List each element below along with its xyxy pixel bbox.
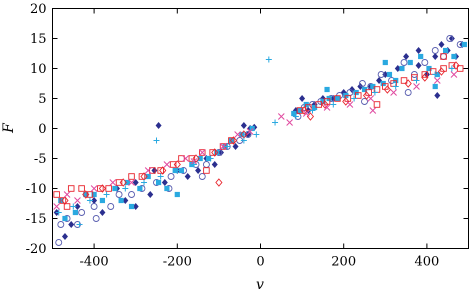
- y-tick-label: 0: [38, 122, 47, 137]
- data-point: [68, 186, 74, 192]
- data-point: [387, 72, 392, 77]
- data-point: [212, 161, 218, 168]
- data-point: [416, 62, 422, 69]
- x-tick-label: 0: [256, 254, 265, 270]
- data-point: [110, 180, 116, 186]
- data-point: [64, 192, 70, 198]
- data-point: [91, 204, 97, 210]
- data-point: [77, 222, 83, 228]
- data-point: [74, 198, 80, 204]
- data-point: [170, 162, 176, 168]
- data-point: [116, 192, 122, 198]
- data-point: [203, 162, 209, 168]
- data-point: [54, 204, 60, 210]
- data-point: [374, 102, 380, 108]
- data-point: [108, 204, 114, 210]
- data-point: [168, 174, 174, 180]
- y-tick-label: 10: [29, 62, 47, 77]
- data-point: [441, 54, 447, 60]
- data-point: [164, 186, 169, 191]
- data-point: [56, 240, 62, 246]
- data-point: [272, 120, 278, 126]
- data-point: [368, 96, 374, 102]
- data-point: [162, 179, 168, 186]
- data-point: [324, 87, 329, 92]
- data-point: [433, 84, 438, 89]
- data-point: [204, 168, 210, 174]
- data-point: [414, 78, 420, 84]
- data-point: [147, 191, 153, 198]
- plot-frame: [53, 9, 469, 249]
- data-point: [403, 53, 409, 60]
- data-point: [156, 122, 162, 129]
- data-point: [443, 48, 448, 53]
- y-axis-label: F: [1, 123, 17, 133]
- data-point: [408, 60, 413, 65]
- data-point: [156, 180, 161, 185]
- data-point: [229, 138, 234, 143]
- data-point: [391, 90, 397, 96]
- data-point: [216, 179, 222, 186]
- data-point: [347, 102, 353, 108]
- data-point: [399, 66, 404, 71]
- data-point: [91, 186, 97, 192]
- data-point: [434, 92, 440, 99]
- data-point: [278, 114, 284, 120]
- data-point: [189, 156, 195, 162]
- data-point: [299, 95, 305, 102]
- data-point: [145, 168, 151, 174]
- y-tick-label: 5: [38, 92, 47, 107]
- data-point: [119, 198, 124, 203]
- data-point: [372, 90, 378, 96]
- y-tick-label: -15: [25, 212, 47, 227]
- data-point: [451, 54, 456, 59]
- data-point: [405, 90, 411, 96]
- data-point: [141, 180, 147, 186]
- y-tick-label: -20: [25, 242, 47, 257]
- data-point: [104, 192, 110, 198]
- series-2-square-filled: [58, 42, 467, 221]
- data-point: [98, 186, 104, 192]
- x-tick-label: -400: [79, 254, 109, 270]
- data-point: [250, 126, 255, 131]
- data-point: [87, 198, 93, 204]
- y-tick-label: 15: [29, 32, 47, 47]
- data-point: [164, 162, 170, 168]
- x-axis-label: v: [256, 277, 264, 293]
- data-point: [62, 233, 68, 240]
- data-point: [422, 60, 428, 66]
- data-point: [129, 192, 135, 198]
- data-point: [266, 57, 272, 63]
- data-point: [432, 48, 438, 54]
- data-point: [79, 210, 85, 216]
- y-tick-label: -5: [33, 152, 47, 167]
- data-point: [129, 174, 135, 180]
- data-point: [158, 168, 164, 174]
- data-point: [58, 222, 64, 228]
- data-point: [330, 102, 336, 108]
- data-point: [214, 150, 219, 155]
- data-point: [335, 96, 340, 101]
- data-point: [79, 186, 85, 192]
- data-point: [129, 204, 134, 209]
- data-point: [54, 192, 60, 198]
- data-point: [287, 120, 293, 126]
- data-point: [199, 174, 205, 180]
- data-point: [106, 186, 112, 192]
- x-tick-label: -200: [162, 254, 192, 270]
- data-point: [93, 216, 99, 222]
- data-point: [416, 47, 422, 54]
- data-point: [92, 192, 97, 197]
- data-point: [383, 60, 388, 65]
- data-point: [175, 192, 180, 197]
- data-point: [195, 167, 201, 174]
- y-tick-label: 20: [29, 2, 47, 17]
- data-point: [297, 108, 302, 113]
- data-point: [370, 108, 376, 114]
- data-point: [241, 122, 247, 129]
- data-point: [199, 150, 205, 156]
- data-point: [307, 113, 313, 120]
- chart-marks: [54, 35, 467, 246]
- y-tick-label: -10: [25, 182, 47, 197]
- data-point: [68, 221, 74, 228]
- data-point: [401, 60, 407, 66]
- data-point: [100, 198, 105, 203]
- data-point: [434, 78, 440, 84]
- data-point: [418, 54, 423, 59]
- data-point: [185, 173, 191, 180]
- data-point: [112, 186, 117, 191]
- data-point: [137, 186, 142, 191]
- data-point: [438, 41, 444, 48]
- data-point: [154, 138, 160, 144]
- data-point: [99, 209, 105, 216]
- data-point: [414, 84, 420, 90]
- data-point: [451, 72, 457, 78]
- data-point: [116, 180, 122, 186]
- data-point: [253, 132, 259, 138]
- x-tick-label: 400: [414, 254, 440, 270]
- data-point: [58, 198, 63, 203]
- data-point: [139, 174, 145, 180]
- data-point: [70, 204, 76, 210]
- x-tick-label: 200: [331, 254, 357, 270]
- data-point: [393, 84, 399, 90]
- data-point: [198, 156, 203, 161]
- data-point: [462, 42, 467, 47]
- data-point: [73, 210, 78, 215]
- data-point: [62, 216, 67, 221]
- data-point: [183, 156, 189, 162]
- data-point: [351, 96, 357, 102]
- data-point: [146, 174, 151, 179]
- data-point: [432, 53, 438, 60]
